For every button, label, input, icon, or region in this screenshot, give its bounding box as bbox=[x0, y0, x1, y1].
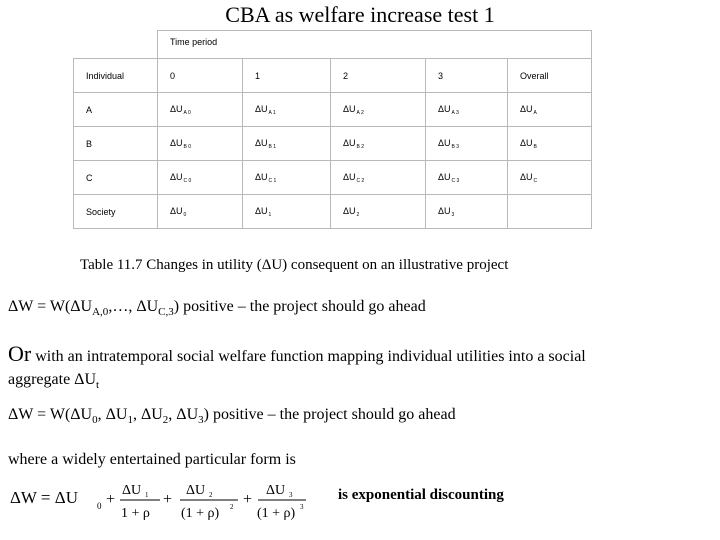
cell-value: ΔU bbox=[170, 205, 183, 216]
eq2-part: , ΔU bbox=[132, 406, 163, 423]
cell-subscript: C 3 bbox=[451, 177, 460, 184]
cell-subscript: A 2 bbox=[356, 109, 364, 116]
equation-1 bbox=[8, 298, 426, 318]
term1-num: ΔU bbox=[122, 483, 142, 498]
time-period-header: Time period bbox=[158, 31, 592, 59]
table-cell bbox=[243, 127, 331, 161]
cell-subscript: A 0 bbox=[183, 109, 191, 116]
table-cell bbox=[508, 195, 592, 229]
cell-subscript: C bbox=[533, 177, 538, 184]
table-row bbox=[74, 195, 592, 229]
cell-value: ΔU bbox=[255, 205, 268, 216]
table-cell bbox=[243, 195, 331, 229]
or-line bbox=[8, 341, 586, 367]
row-label: C bbox=[74, 161, 158, 195]
term2-num: ΔU bbox=[186, 483, 206, 498]
formula-lhs-sub: 0 bbox=[97, 501, 102, 511]
column-header-cell: 2 bbox=[331, 59, 426, 93]
cell-value: ΔU bbox=[343, 137, 356, 148]
cell-value: ΔU bbox=[438, 137, 451, 148]
aggregate-text: aggregate ΔU bbox=[8, 371, 97, 388]
row-label: A bbox=[74, 93, 158, 127]
eq2-sub: 1 bbox=[127, 414, 133, 427]
cell-subscript: B 2 bbox=[356, 143, 365, 150]
cell-subscript: C 1 bbox=[268, 177, 277, 184]
column-header-cell: Overall bbox=[508, 59, 592, 93]
cell-value: ΔU bbox=[520, 103, 533, 114]
table-cell bbox=[158, 195, 243, 229]
eq1-part: ,…, ΔU bbox=[108, 298, 159, 315]
cell-subscript: A bbox=[533, 109, 537, 116]
term3-den: (1 + ρ) bbox=[257, 506, 296, 521]
term3-exp: 3 bbox=[300, 503, 304, 511]
table-cell bbox=[426, 127, 508, 161]
eq2-part: , ΔU bbox=[97, 406, 128, 423]
eq1-part: ) positive – the project should go ahead bbox=[173, 298, 426, 315]
table-row bbox=[74, 93, 592, 127]
term1-sub: 1 bbox=[145, 491, 149, 499]
term2-sub: 2 bbox=[209, 491, 213, 499]
equation-2 bbox=[8, 406, 456, 426]
table-cell bbox=[331, 127, 426, 161]
row-label: B bbox=[74, 127, 158, 161]
column-header-cell: 3 bbox=[426, 59, 508, 93]
cell-subscript: B bbox=[533, 143, 537, 150]
cell-subscript: 2 bbox=[356, 211, 360, 218]
cell-value: ΔU bbox=[255, 171, 268, 182]
eq1-part: ΔW = W(ΔU bbox=[8, 298, 93, 315]
term2-den: (1 + ρ) bbox=[181, 506, 220, 521]
column-header-cell: 0 bbox=[158, 59, 243, 93]
cell-subscript: 0 bbox=[183, 211, 187, 218]
cell-value: ΔU bbox=[343, 205, 356, 216]
term3-num: ΔU bbox=[266, 483, 286, 498]
cell-value: ΔU bbox=[255, 103, 268, 114]
eq1-sub: C,3 bbox=[158, 306, 174, 319]
eq2-sub: 2 bbox=[162, 414, 169, 427]
table-cell bbox=[508, 93, 592, 127]
formula-plus: + bbox=[106, 491, 116, 508]
cell-subscript: C 0 bbox=[183, 177, 192, 184]
cell-subscript: B 1 bbox=[268, 143, 277, 150]
table-cell bbox=[508, 161, 592, 195]
eq1-sub: A,0 bbox=[92, 306, 109, 319]
column-header-cell: Individual bbox=[74, 59, 158, 93]
cell-value: ΔU bbox=[170, 137, 183, 148]
table-cell bbox=[331, 195, 426, 229]
cell-value: ΔU bbox=[343, 171, 356, 182]
or-line-text: with an intratemporal social welfare function mapping individual utilities into a social bbox=[35, 348, 586, 365]
term2-exp: 2 bbox=[230, 503, 234, 511]
term3-sub: 3 bbox=[289, 491, 293, 499]
table-cell bbox=[426, 161, 508, 195]
formula-lhs: ΔW = ΔU bbox=[10, 488, 78, 507]
table-cell bbox=[158, 127, 243, 161]
column-header-cell: 1 bbox=[243, 59, 331, 93]
cell-value: ΔU bbox=[438, 103, 451, 114]
table-cell bbox=[158, 161, 243, 195]
aggregate-sub: t bbox=[96, 379, 100, 392]
utility-changes-table bbox=[73, 30, 592, 229]
or-word: Or bbox=[8, 341, 32, 366]
table-cell bbox=[331, 93, 426, 127]
table-header-row bbox=[74, 31, 592, 59]
cell-subscript: A 3 bbox=[451, 109, 459, 116]
cell-subscript: 3 bbox=[451, 211, 455, 218]
table-cell bbox=[426, 195, 508, 229]
table-cell bbox=[158, 93, 243, 127]
cell-value: ΔU bbox=[170, 103, 183, 114]
row-label: Society bbox=[74, 195, 158, 229]
table-cell bbox=[243, 93, 331, 127]
eq2-part: ΔW = W(ΔU bbox=[8, 406, 93, 423]
term1-den: 1 + ρ bbox=[121, 506, 150, 521]
cell-value: ΔU bbox=[520, 137, 533, 148]
cell-subscript: 1 bbox=[268, 211, 272, 218]
formula-plus: + bbox=[243, 491, 253, 508]
table-row bbox=[74, 127, 592, 161]
cell-subscript: A 1 bbox=[268, 109, 276, 116]
cell-value: ΔU bbox=[343, 103, 356, 114]
table-cell bbox=[508, 127, 592, 161]
aggregate-line bbox=[8, 371, 99, 391]
cell-subscript: B 3 bbox=[451, 143, 460, 150]
discounting-formula bbox=[8, 478, 308, 524]
cell-value: ΔU bbox=[438, 171, 451, 182]
formula-note: is exponential discounting bbox=[338, 487, 504, 503]
where-line: where a widely entertained particular form is bbox=[8, 451, 296, 468]
cell-value: ΔU bbox=[438, 205, 451, 216]
eq2-sub: 0 bbox=[92, 414, 98, 427]
formula-plus: + bbox=[163, 491, 173, 508]
table-corner-cell bbox=[74, 31, 158, 59]
cell-subscript: B 0 bbox=[183, 143, 192, 150]
table-row bbox=[74, 161, 592, 195]
cell-value: ΔU bbox=[520, 171, 533, 182]
cell-value: ΔU bbox=[255, 137, 268, 148]
eq2-sub: 3 bbox=[198, 414, 204, 427]
cell-value: ΔU bbox=[170, 171, 183, 182]
table-cell bbox=[243, 161, 331, 195]
table-caption: Table 11.7 Changes in utility (ΔU) consequent on an illustrative project bbox=[80, 257, 509, 273]
table-cell bbox=[331, 161, 426, 195]
slide-title: CBA as welfare increase test 1 bbox=[225, 2, 495, 27]
eq2-part: , ΔU bbox=[168, 406, 199, 423]
eq2-part: ) positive – the project should go ahead bbox=[203, 406, 456, 423]
column-header-row bbox=[74, 59, 592, 93]
cell-subscript: C 2 bbox=[356, 177, 365, 184]
table-cell bbox=[426, 93, 508, 127]
